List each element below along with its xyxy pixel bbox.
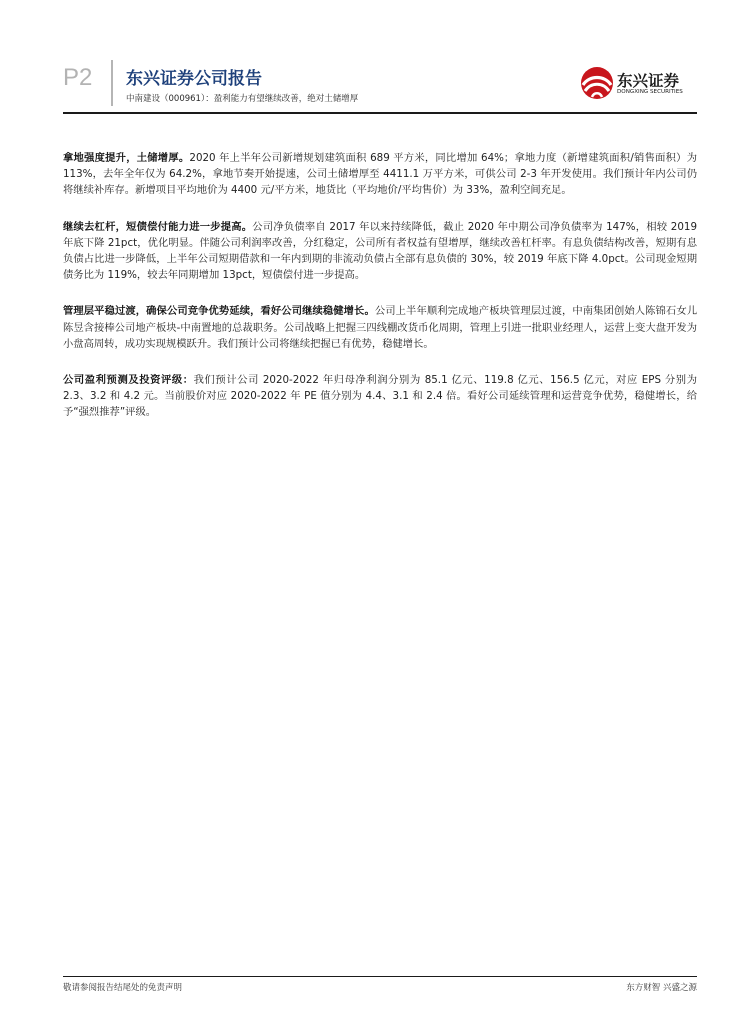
- paragraph-land-acquisition: [63, 150, 697, 199]
- company-logo: [580, 66, 696, 100]
- paragraph-forecast-rating: [63, 372, 697, 421]
- paragraph-text: 我们预计公司 2020-2022 年归母净利润分别为 85.1 亿元、119.8 亿元、156.5 亿元，对应 EPS 分别为 2.3、3.2 和 4.2 元。当前股价对应 2020-2022 年 PE 值分别为 4.4、3.1 和 2.4 倍。看好公司延续管理和运营竞争优势，稳健增长，给予“强烈推荐”评级。: [63, 374, 697, 419]
- header-divider: [111, 60, 113, 106]
- report-body: [63, 150, 697, 441]
- paragraph-text: 公司上半年顺利完成地产板块管理层过渡，中南集团创始人陈锦石女儿陈昱含接棒公司地产板块-中南置地的总裁职务。公司战略上把握三四线棚改货币化周期，管理上引进一批职业经理人，运营上变大盘开发为小盘高周转，成功实现规模跃升。我们预计公司将继续把握已有优势，稳健增长。: [63, 305, 698, 350]
- paragraph-deleveraging: [63, 219, 697, 284]
- report-subtitle: 中南建设（000961）：盈利能力有望继续改善，绝对土储增厚: [126, 94, 359, 104]
- report-title: 东兴证券公司报告: [126, 69, 262, 89]
- paragraph-lead: 管理层平稳过渡，确保公司竞争优势延续，看好公司继续稳健增长。: [63, 305, 375, 318]
- footer-rule: [63, 976, 697, 977]
- paragraph-text: 公司净负债率自 2017 年以来持续降低，截止 2020 年中期公司净负债率为 147%，相较 2019 年底下降 21pct，优化明显。伴随公司利润率改善，分红稳定，公司所有者权益有望增厚，继续改善杠杆率。有息负债结构改善，短期有息负债占比进一步降低，上半年公司短期借款和一年内到期的非流动负债占全部有息负债的 30%，较 2019 年底下降 4.0pct。公司现金短期债务比为 119%，较去年同期增加 13pct，短债偿付进一步提高。: [63, 220, 697, 282]
- paragraph-lead: 拿地强度提升，土储增厚。: [63, 152, 190, 164]
- paragraph-management: [63, 303, 697, 352]
- footer-slogan: 东方财智 兴盛之源: [626, 983, 697, 993]
- logo-name-cn: 东兴证券: [617, 72, 680, 90]
- logo-name-en: DONGXING SECURITIES: [617, 89, 683, 95]
- page-number: P2: [63, 64, 93, 91]
- dongxing-logo-icon: [580, 66, 614, 100]
- paragraph-lead: 继续去杠杆，短债偿付能力进一步提高。: [63, 220, 253, 233]
- header-rule: [63, 112, 697, 114]
- paragraph-lead: 公司盈利预测及投资评级：: [63, 374, 194, 387]
- footer-disclaimer-note: 敬请参阅报告结尾处的免责声明: [63, 983, 183, 993]
- paragraph-text: 2020 年上半年公司新增规划建筑面积 689 平方米，同比增加 64%；拿地力度（新增建筑面积/销售面积）为 113%，去年全年仅为 64.2%，拿地节奏开始提速，公司土储增厚至 4411.1 万平方米，可供公司 2-3 年开发使用。我们预计年内公司仍将继续补库存。新增项目平均地价为 4400 元/平方米，地货比（平均地价/平均售价）为 33%，盈利空间充足。: [63, 152, 697, 197]
